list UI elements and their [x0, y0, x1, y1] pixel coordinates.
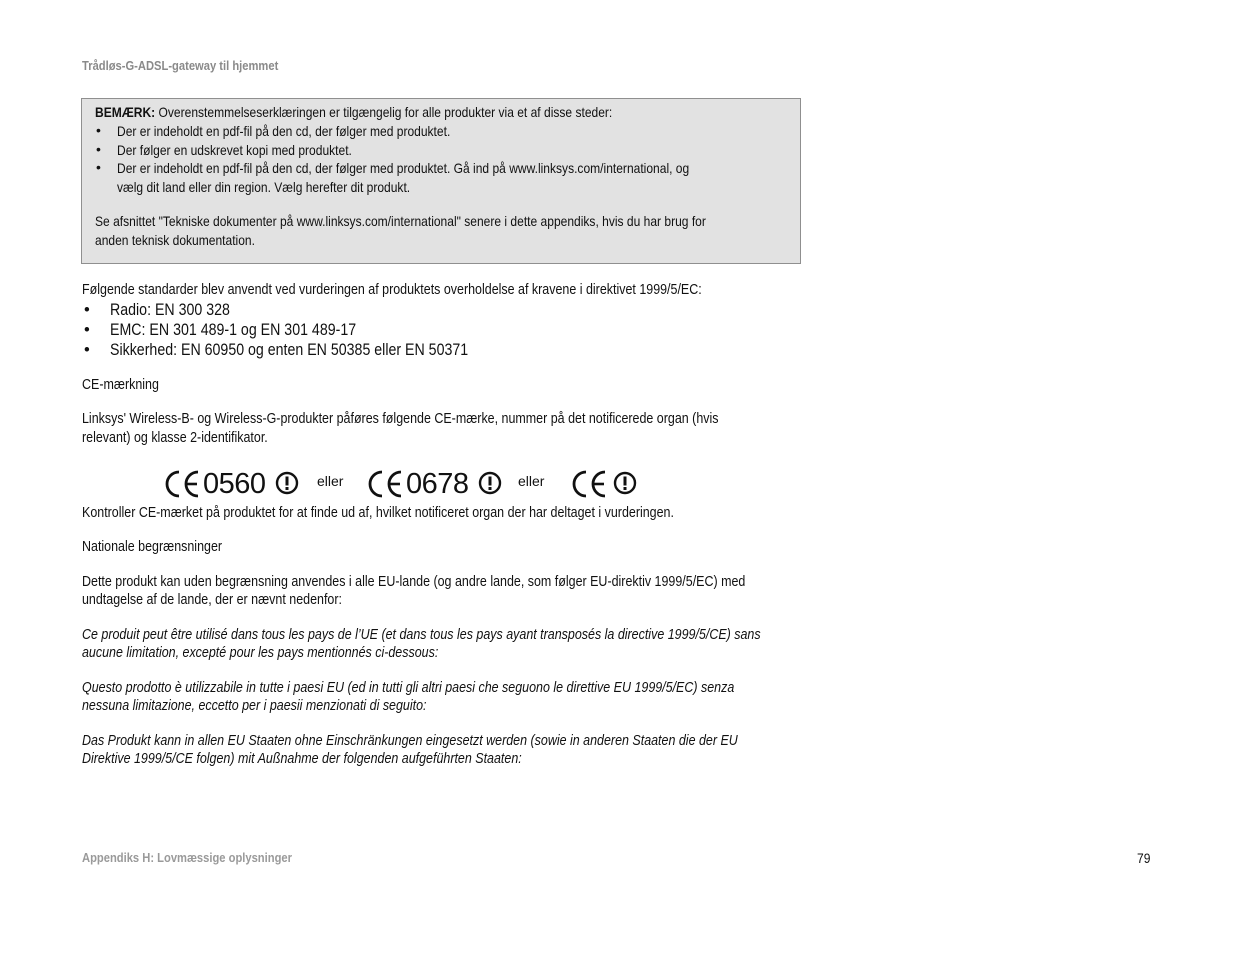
- french-text: Ce produit peut être utilisé dans tous les pays de l’UE (et dans tous les pays ayant transposés la directive 1999/5/CE) sans: [82, 627, 761, 643]
- note-intro: [95, 103, 612, 122]
- ce-text: Linksys' Wireless-B- og Wireless-G-produkter påføres følgende CE-mærke, nummer på det notificerede organ (hvis: [82, 411, 719, 427]
- french-text: aucune limitation, excepté pour les pays mentionnés ci-dessous:: [82, 645, 439, 661]
- standard-item: Sikkerhed: EN 60950 og enten EN 50385 eller EN 50371: [110, 341, 469, 359]
- separator-text: eller: [317, 473, 344, 489]
- bullet-marker: •: [96, 122, 101, 138]
- italian-text: Questo prodotto è utilizzabile in tutte i paesi EU (ed in tutti gli altri paesi che seguono le direttive EU 1999/5/EC) senza: [82, 680, 735, 696]
- ce-logo-icon: [572, 466, 608, 502]
- ce-logo-icon: [368, 466, 404, 502]
- notified-body-number: 0678: [406, 468, 469, 500]
- standards-intro: Følgende standarder blev anvendt ved vurderingen af produktets overholdelse af kravene i direktivet 1999/5/EC:: [82, 282, 702, 298]
- bullet-marker: •: [84, 321, 90, 339]
- note-paragraph: anden teknisk dokumentation.: [95, 232, 255, 248]
- national-text: Dette produkt kan uden begrænsning anvendes i alle EU-lande (og andre lande, som følger EU-direktiv 1999/5/EC) med: [82, 574, 746, 590]
- standard-item: Radio: EN 300 328: [110, 301, 230, 319]
- alert-class2-icon: [275, 471, 299, 495]
- bullet-marker: •: [84, 301, 90, 319]
- ce-logo-icon: [165, 466, 201, 502]
- notified-body-number: 0560: [203, 468, 266, 500]
- alert-class2-icon: [613, 471, 637, 495]
- ce-check-text: Kontroller CE-mærket på produktet for at finde ud af, hvilket notificeret organ der har deltaget i vurderingen.: [82, 505, 674, 521]
- note-bullet: Der er indeholdt en pdf-fil på den cd, der følger med produktet.: [117, 123, 451, 139]
- alert-class2-icon: [478, 471, 502, 495]
- ce-text: relevant) og klasse 2-identifikator.: [82, 430, 268, 446]
- bullet-marker: •: [96, 141, 101, 157]
- separator-text: eller: [518, 473, 545, 489]
- note-bullet: Der er indeholdt en pdf-fil på den cd, der følger med produktet. Gå ind på www.linksys.com/international, og: [117, 160, 690, 176]
- note-intro-text: Overenstemmelseserklæringen er tilgængelig for alle produkter via et af disse steder:: [155, 104, 613, 120]
- footer-section: Appendiks H: Lovmæssige oplysninger: [82, 850, 292, 865]
- german-text: Direktive 1999/5/CE folgen) mit Außnahme der folgenden aufgeführten Staaten:: [82, 751, 522, 767]
- note-bullet: Der følger en udskrevet kopi med produktet.: [117, 142, 352, 158]
- running-header: Trådløs-G-ADSL-gateway til hjemmet: [82, 58, 279, 73]
- note-label: BEMÆRK:: [95, 104, 156, 120]
- national-heading: Nationale begrænsninger: [82, 539, 223, 555]
- note-paragraph: Se afsnittet "Tekniske dokumenter på www.linksys.com/international" senere i dette appendiks, hvis du har brug for: [95, 213, 706, 229]
- page-number: 79: [1137, 850, 1151, 866]
- note-bullet-continuation: vælg dit land eller din region. Vælg herefter dit produkt.: [117, 179, 411, 195]
- standard-item: EMC: EN 301 489-1 og EN 301 489-17: [110, 321, 357, 339]
- german-text: Das Produkt kann in allen EU Staaten ohne Einschränkungen eingesetzt werden (sowie in anderen Staaten die der EU: [82, 733, 738, 749]
- national-text: undtagelse af de lande, der er nævnt nedenfor:: [82, 592, 342, 608]
- ce-heading: CE-mærkning: [82, 377, 159, 393]
- italian-text: nessuna limitazione, eccetto per i paesii menzionati di seguito:: [82, 698, 427, 714]
- bullet-marker: •: [84, 341, 90, 359]
- bullet-marker: •: [96, 159, 101, 175]
